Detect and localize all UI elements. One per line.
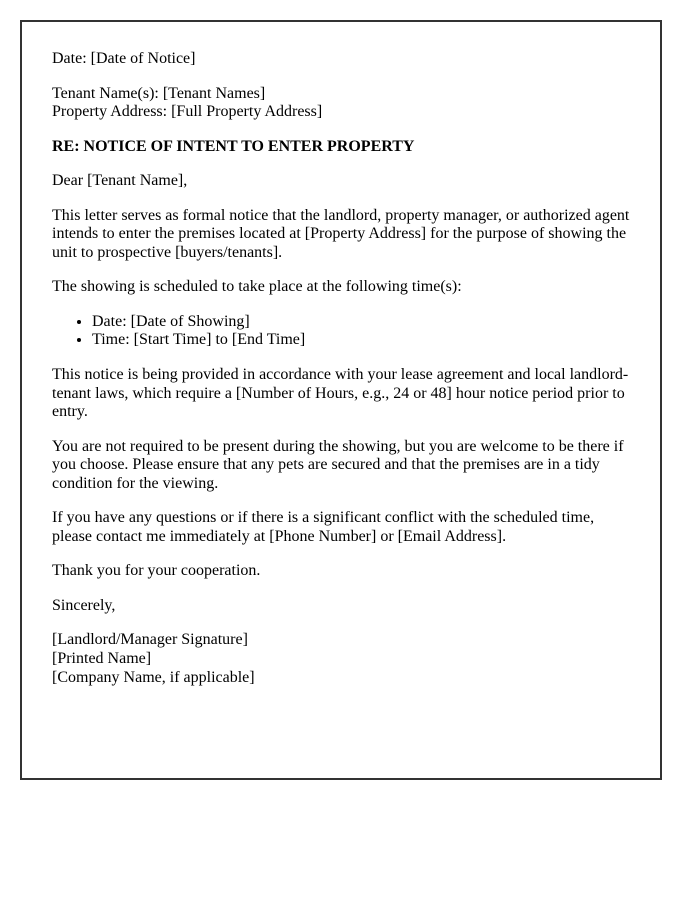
company-name-line: [Company Name, if applicable] [52,668,255,686]
thanks-line: Thank you for your cooperation. [52,562,261,580]
notice-period-paragraph: This notice is being provided in accordance with your lease agreement and local landlord-tenant laws, which require a [Number of Hours, e.g., 24 or 48] hour notice period prior to entry. [52,366,629,421]
signature-line: [Landlord/Manager Signature] [52,631,248,649]
schedule-lead: The showing is scheduled to take place at the following time(s): [52,278,462,296]
letter-page [20,20,662,780]
tenant-name-line: Tenant Name(s): [Tenant Names] [52,84,266,102]
subject-line: RE: NOTICE OF INTENT TO ENTER PROPERTY [52,137,415,155]
printed-name-line: [Printed Name] [52,650,152,668]
closing-line: Sincerely, [52,596,116,614]
date-line: Date: [Date of Notice] [52,50,196,67]
intro-paragraph: This letter serves as formal notice that the landlord, property manager, or authorized agent intends to enter the premises located at [Property Address] for the purpose of showing the unit to prospective [buyers/tenants]. [52,206,630,261]
salutation: Dear [Tenant Name], [52,172,188,190]
property-address-line: Property Address: [Full Property Address] [52,103,323,121]
schedule-item-date: • Date: [Date of Showing] [92,313,630,332]
signature-block [52,631,630,687]
recipient-block [52,85,630,122]
contact-paragraph: If you have any questions or if there is a significant conflict with the scheduled time, please contact me immediately at [Phone Number] or [Email Address]. [52,509,595,545]
presence-paragraph: You are not required to be present during the showing, but you are welcome to be there if you choose. Please ensure that any pets are secured and that the premises are in a tidy condition for the viewing. [52,437,624,492]
schedule-list [52,313,630,350]
schedule-item-time: • Time: [Start Time] to [End Time] [92,331,630,350]
